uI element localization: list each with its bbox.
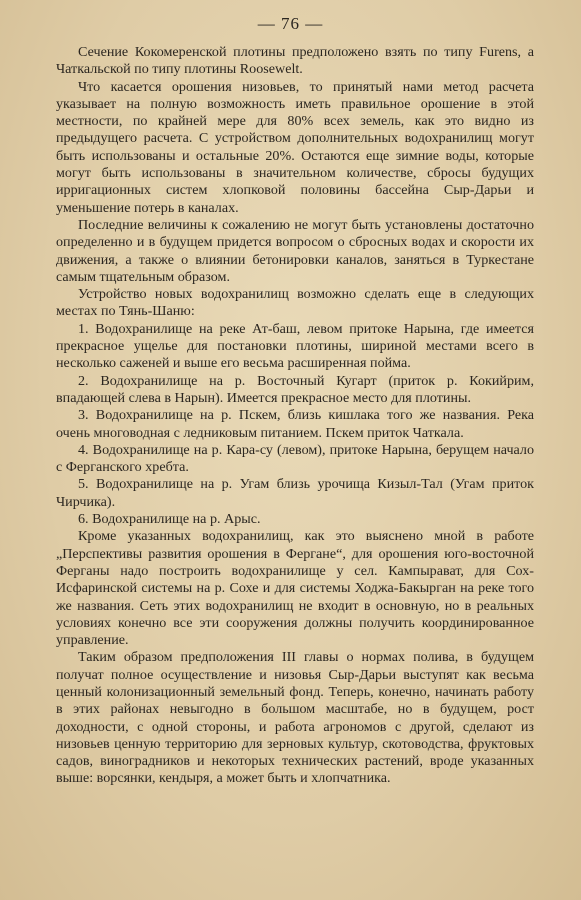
list-item: 5. Водохранилище на р. Угам близь урочища Кизыл-Тал (Угам приток Чирчика). bbox=[56, 476, 534, 510]
paragraph: Устройство новых водохранилищ возможно сделать еще в следующих местах по Тянь-Шаню: bbox=[56, 286, 534, 320]
list-item: 3. Водохранилище на р. Пскем, близь кишлака того же названия. Река очень многоводная с ледниковым питанием. Пскем приток Чаткала. bbox=[56, 407, 534, 441]
paragraph: Таким образом предположения III главы о нормах полива, в будущем получат полное осуществление и низовья Сыр-Дарьи выступят как весьма ценный колонизационный земельный фонд. Теперь, конечно, начинать работу в этих районах невыгодно в большом масштабе, но в будущем, рост доходности, с одной стороны, и работа агрономов с другой, сделают из низовьев ценную территорию для зерновых культур, скотоводства, фруктовых садов, виноградников и некоторых технических растений, вроде указанных выше: ворсянки, кендыря, а может быть и хлопчатника. bbox=[56, 649, 534, 787]
paragraph: Кроме указанных водохранилищ, как это выяснено мной в работе „Перспективы развития орошения в Фергане“, для орошения юго-восточной Ферганы надо построить водохранилище у сел. Кампырават, для Сох-Исфаринской системы на р. Сохе и для системы Ходжа-Бакырган на реке того же названия. Сеть этих водохранилищ не входит в основную, но в реальных условиях конечно все эти сооружения должны получить координированное управление. bbox=[56, 528, 534, 649]
list-item: 6. Водохранилище на р. Арыс. bbox=[78, 511, 261, 528]
list-item: 2. Водохранилище на р. Восточный Кугарт (приток р. Кокийрим, впадающей слева в Нарын). Имеется прекрасное место для плотины. bbox=[56, 372, 534, 406]
list-item: 1. Водохранилище на реке Ат-баш, левом притоке Нарына, где имеется прекрасное ущелье для постановки плотины, шириной местами всего в несколько саженей и выше его весьма расширенная пойма. bbox=[56, 320, 534, 372]
page-number: — 76 — bbox=[257, 14, 324, 33]
paragraph: Что касается орошения низовьев, то принятый нами метод расчета указывает на полную возможность иметь правильное орошение в этой местности, по крайней мере для 80% всех земель, как это видно из предыдущего расчета. С устройством дополнительных водохранилищ могут быть использованы и остальные 20%. Остаются еще зимние воды, которые могут быть использованы в значительном количестве, сбросы будущих ирригационных систем хлопковой половины бассейна Сыр-Дарьи и уменьшение потерь в каналах. bbox=[56, 78, 534, 216]
list-item: 4. Водохранилище на р. Кара-су (левом), притоке Нарына, берущем начало с Ферганского хребта. bbox=[56, 441, 534, 476]
paragraph: Сечение Кокомеренской плотины предположено взять по типу Furens, а Чаткальской по типу плотины Roosewelt. bbox=[56, 44, 534, 78]
body-text bbox=[56, 44, 534, 788]
paragraph: Последние величины к сожалению не могут быть установлены достаточно определенно и в будущем придется вопросом о сбросных водах и скорости их движения, а также о влиянии бетонировки каналов, заняться в Туркестане самым тщательным образом. bbox=[56, 216, 534, 285]
